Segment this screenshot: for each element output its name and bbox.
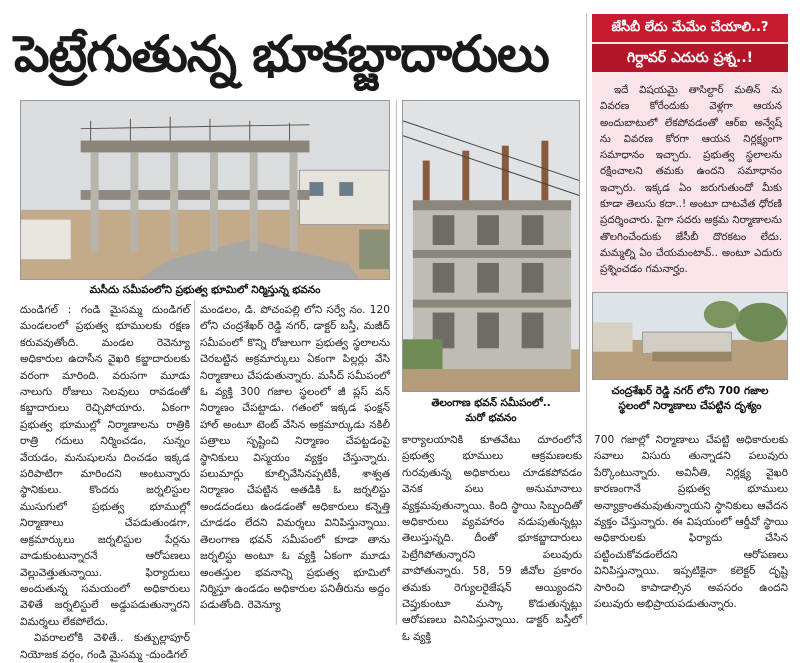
article-column-3 — [402, 432, 582, 643]
article-paragraph: మండలం, డి. పోచంపల్లి లోని సర్వే నం. 120 లోని చంద్రశేఖర్ రెడ్డి నగర్, డాక్టర్ బస్తీ, మజీద్ సమీపంలో కొన్ని రోజులుగా ప్రభుత్వ స్థలాలను చెరబట్టిన అక్రమార్కులు ఏకంగా పిల్లర్లు వేసి నిర్మాణాలు చేపడుతున్నారు. మసీద్ సమీపంలో ఓ వ్యక్తి 300 గజాల స్థలంలో జీ ప్లస్ వన్ నిర్మాణం చేపట్టాడు. గతంలో ఇక్కడ ఫంక్షన్ హాల్ అంటూ టెంట్ వేసిన అక్రమార్కుడు నకిలీ పత్రాలు సృష్టించి నిర్మాణం చేపట్టడంపై స్థానికులు విస్మయం వ్యక్తం చేస్తున్నారు. పలుమార్లు కూల్చివేసినప్పటికీ, శాశ్వత నిర్మాణం చేపట్టిన అతడికి ఓ జర్నలిస్టు అండదండలు ఉండడంతో అధికారులు కన్నెత్తి చూడడం లేదని విమర్శలు వినిపిస్తున్నాయి. తెలంగాణ భవన్ సమీపంలో కూడా తాను జర్నలిస్టు అంటూ ఓ వ్యక్తి ఏకంగా మూడు అంతస్తుల భవనాన్ని ప్రభుత్వ భూమిలో నిర్మిస్తూ ఉండడం అధికారుల పనితీరును అద్దం పడుతోంది. రెవెన్యూ — [200, 304, 390, 612]
sidebar-paragraph: ఇదే విషయమై తాసిల్దార్ మతిన్ ను వివరణ కోరేందుకు వెళ్లగా ఆయన అందుబాటులో లేకపోవడంతో ఆర్ఐ అన్వేష్ ను వివరణ కోరగా ఆయన నిర్లక్ష్యంగా సమాధానం ఇచ్చారు. ప్రభుత్వ స్థలాలను రక్షించాలని తమకు ఉందని సమాధానం ఇచ్చారు. ఇక్కడ ఏం జరుగుతుందో మీకు కూడా తెలుసు కదా..! అంటూ దాటవేత ధోరణి ప్రదర్శించారు. పైగా సదరు అక్రమ నిర్మాణాలను తొలగించేందుకు జేసీబీ దొరకటం లేదు. మమ్మల్ని ఏం చేయమంటావ్.. అంటూ ఎదురు ప్రశ్నించడం గమనార్హం. — [600, 84, 782, 276]
construction-photo-2 — [403, 101, 579, 391]
column-rule — [194, 300, 195, 625]
headline: పెట్రేగుతున్న భూకబ్జాదారులు — [14, 25, 549, 83]
construction-photo-3 — [593, 293, 787, 379]
sidebar-heading-2: గిర్దావర్ ఎదురు ప్రశ్న..! — [592, 44, 788, 72]
article-column-4 — [594, 432, 788, 627]
photo-3-caption-line-1: చంద్రశేఖర్ రెడ్డి నగర్ లోని 700 గజాల — [611, 385, 769, 397]
photo-3-caption-line-2: స్థలంలో నిర్మాణాలు చేపట్టిన దృశ్యం — [618, 400, 762, 412]
photo-2-caption-line-1: తెలంగాణ భవన్ సమీపంలో.. — [431, 397, 551, 409]
article-column-2 — [200, 302, 390, 627]
construction-photo-1 — [21, 101, 389, 279]
photo-2-caption-line-2: మరో భవనం — [465, 412, 517, 424]
column-rule — [396, 100, 397, 625]
article-paragraph: దుండిగల్ : గండి మైసమ్మ దుండిగల్ మండలంలో ప్రభుత్వ భూములకు రక్షణ కరువవుతోంది. మండల రెవెన్యూ అధికారుల ఉదాసీన వైఖరి కబ్జాదారులకు వరంగా మారింది. వరుసగా మూడు నాలుగు రోజులు సెలవులు రావడంతో కబ్జాదారులు రెచ్చిపోయారు. ఏకంగా ప్రభుత్వ భూముల్లో నిర్మాణాలను రాత్రికి రాత్రి గదులు నిర్మించడం, సున్నం వేయడం, మనుషులను దించడం ఇక్కడ పరిపాటిగా మారిందని అంటున్నారు స్థానికులు. కొందరు జర్నలిస్టుల ముసుగులో ప్రభుత్వ భూముల్లో నిర్మాణాలు చేపడుతుండగా, అక్రమార్కులు జర్నలిస్టుల పేర్లను వాడుకుంటున్నారనే ఆరోపణలు వెల్లువెత్తుతున్నాయి. ఫిర్యాదులు అందుతున్న సమయంలో అధికారులు వెళితే జర్నలిస్టులే అడ్డుపడుతున్నారని విమర్శలు లేకపోలేదు. — [20, 304, 190, 628]
article-column-1 — [20, 302, 190, 661]
article-paragraph: 700 గజాల్లో నిర్మాణాలు చేపట్టి అధికారులకు సవాలు విసురు తున్నాడని పలువురు పేర్కొంటున్నారు. అవినీతి, నిర్లక్ష్య వైఖరి కారణంగానే ప్రభుత్వ భూములు అన్యాక్రాంతమవుతున్నాయని స్థానికులు ఆవేదన వ్యక్తం చేస్తున్నారు. ఈ విషయంలో ఆర్డీవో స్థాయి అధికారులకు ఫిర్యాదు చేసిన పట్టించుకోవడంలేదని ఆరోపణలు వినిపిస్తున్నాయి. ఇప్పటికైనా కలెక్టర్ దృష్టి సారించి కాపాడాల్సిన అవసరం ఉందని పలువురు అభిప్రాయపడుతున్నారు. — [594, 434, 788, 611]
article-paragraph: వివరాలలోకి వెళితే.. కుత్బుల్లాపూర్ నియోజక వర్గం, గండి మైసమ్మ -దుండిగల్ — [20, 632, 190, 661]
column-rule — [586, 14, 587, 625]
photo-1-caption: మసీదు సమీపంలోని ప్రభుత్వ భూమిలో నిర్మిస్తున్న భవనం — [89, 284, 321, 296]
photo-building-near-mosque — [20, 100, 390, 280]
photo-three-storey-building — [402, 100, 580, 392]
sidebar-heading-1: జేసీబీ లేదు మేమేం చేయాలి..? — [592, 14, 788, 42]
sidebar-body — [600, 82, 782, 294]
photo-700-gajala-site — [592, 292, 788, 380]
article-paragraph: కార్యాలయానికి కూతవేటు దూరంలోనే ప్రభుత్వ భూములు ఆక్రమణలకు గురవుతున్న అధికారులు చూడకపోవడం వెనక పలు అనుమానాలు వ్యక్తమవుతున్నాయి. కింది స్థాయి సిబ్బందితో అధికారులు వ్యవహారం నడుపుతున్నట్లు తెలుస్తున్నది. దీంతో భూకబ్జాదారులు పెట్రేగిపోతున్నారని పలువురు వాపోతున్నారు. 58, 59 జీవోల ప్రకారం తమకు రెగ్యులరైజేషన్ అయ్యిందని చెప్తుకుంటూ మస్కా కొడుతున్నట్లు ఆరోపణలు వినిపిస్తున్నాయి. డాక్టర్ బస్తీలో ఓ వ్యక్తి — [402, 434, 582, 643]
